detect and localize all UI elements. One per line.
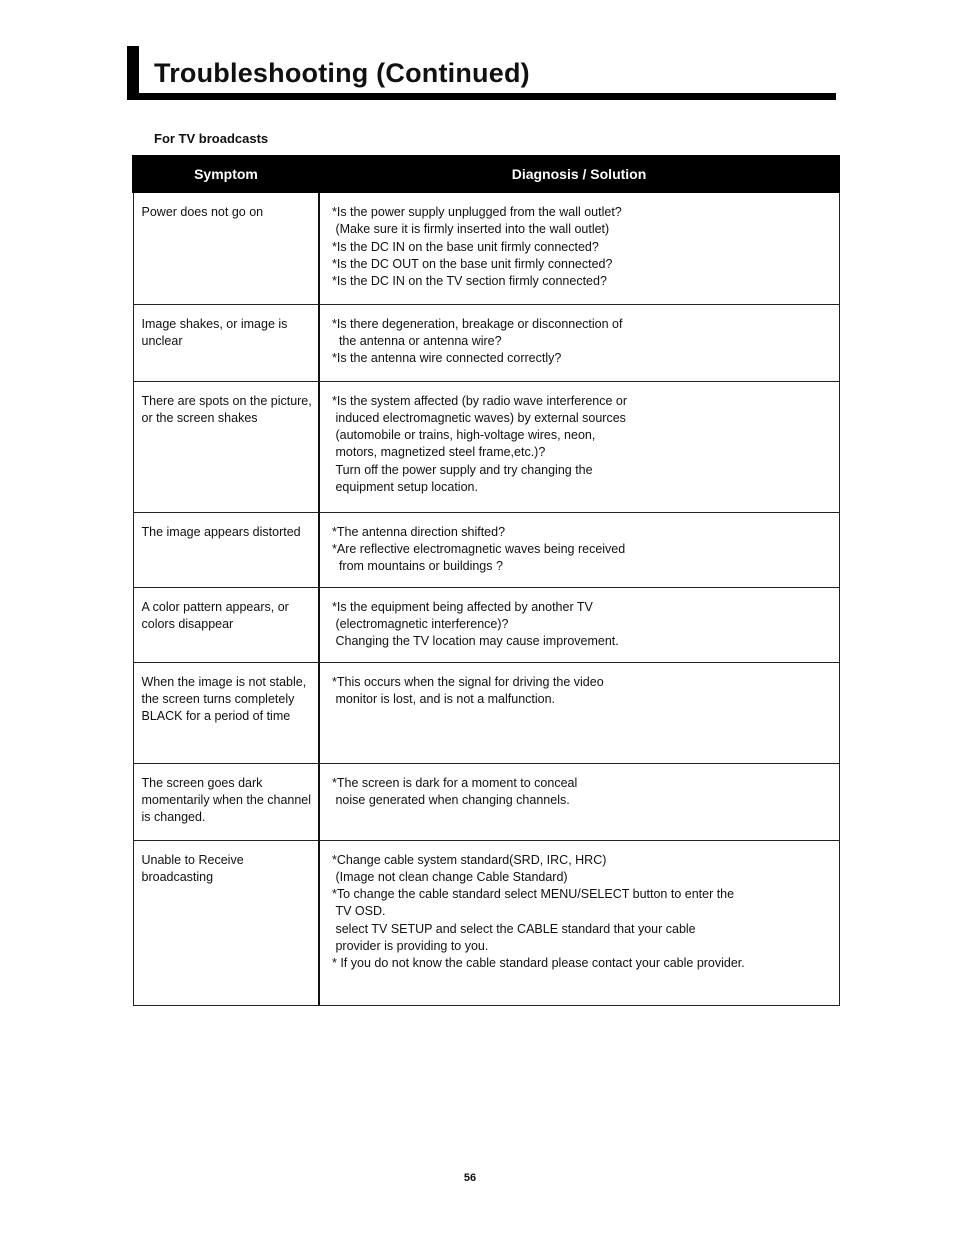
symptom-cell: The screen goes dark momentarily when the channel is changed.	[133, 763, 319, 840]
solution-line: *Is the antenna wire connected correctly?	[332, 351, 562, 366]
solution-line: induced electromagnetic waves) by external sources	[332, 410, 626, 425]
solution-line: Changing the TV location may cause improvement.	[332, 634, 619, 649]
solution-line: Turn off the power supply and try changing the	[332, 462, 593, 477]
page-title: Troubleshooting (Continued)	[154, 58, 530, 88]
solution-line: *The screen is dark for a moment to conceal	[332, 775, 578, 790]
solution-line: motors, magnetized steel frame,etc.)?	[332, 445, 546, 460]
symptom-cell: Unable to Receive broadcasting	[133, 840, 319, 1005]
solution-cell	[319, 512, 839, 587]
table-row	[133, 662, 839, 763]
solution-cell	[319, 381, 839, 512]
solution-line: *To change the cable standard select MENU/SELECT button to enter the	[332, 887, 735, 902]
troubleshooting-table	[132, 155, 840, 1006]
solution-line: *Is the power supply unplugged from the wall outlet?	[332, 205, 622, 219]
symptom-cell: There are spots on the picture, or the screen shakes	[133, 381, 319, 512]
solution-cell	[319, 587, 839, 662]
solution-cell	[319, 840, 839, 1005]
page-number: 56	[463, 1172, 477, 1184]
symptom-cell: A color pattern appears, or colors disappear	[133, 587, 319, 662]
table-row	[133, 192, 839, 304]
title-underline	[127, 93, 836, 100]
symptom-cell: The image appears distorted	[133, 512, 319, 587]
solution-line: (automobile or trains, high-voltage wires, neon,	[332, 428, 596, 443]
column-header-symptom: Symptom	[133, 156, 319, 192]
solution-cell	[319, 662, 839, 763]
table-row	[133, 763, 839, 840]
solution-cell	[319, 304, 839, 381]
symptom-cell: Image shakes, or image is unclear	[133, 304, 319, 381]
solution-line: *Is the equipment being affected by another TV	[332, 599, 593, 614]
table-row	[133, 381, 839, 512]
solution-line: *The antenna direction shifted?	[332, 524, 506, 539]
solution-line: select TV SETUP and select the CABLE standard that your cable	[332, 921, 696, 936]
solution-line: (Image not clean change Cable Standard)	[332, 869, 568, 884]
table-body	[133, 192, 839, 1005]
solution-line: (electromagnetic interference)?	[332, 616, 509, 631]
solution-line: *Is the DC IN on the base unit firmly connected?	[332, 239, 599, 254]
solution-line: monitor is lost, and is not a malfunction.	[332, 691, 556, 706]
solution-line: noise generated when changing channels.	[332, 792, 570, 807]
solution-line: (Make sure it is firmly inserted into the wall outlet)	[332, 222, 610, 237]
table-header-row	[133, 156, 839, 192]
title-accent-bar	[127, 46, 139, 100]
solution-line: provider is providing to you.	[332, 938, 489, 953]
solution-line: * If you do not know the cable standard please contact your cable provider.	[332, 956, 745, 971]
solution-line: *Change cable system standard(SRD, IRC, HRC)	[332, 852, 607, 867]
column-header-diagnosis: Diagnosis / Solution	[319, 156, 839, 192]
table-row	[133, 587, 839, 662]
solution-line: the antenna or antenna wire?	[332, 333, 502, 348]
symptom-cell: Power does not go on	[133, 192, 319, 304]
solution-line: *This occurs when the signal for driving the video	[332, 674, 604, 689]
solution-cell	[319, 763, 839, 840]
section-subtitle: For TV broadcasts	[154, 131, 269, 146]
solution-line: *Is there degeneration, breakage or disconnection of	[332, 316, 623, 331]
symptom-cell: When the image is not stable, the screen turns completely BLACK for a period of time	[133, 662, 319, 763]
solution-line: *Is the system affected (by radio wave interference or	[332, 393, 628, 408]
solution-line: *Is the DC IN on the TV section firmly connected?	[332, 274, 607, 289]
solution-line: from mountains or buildings ?	[332, 559, 503, 574]
table-row	[133, 512, 839, 587]
table-row	[133, 840, 839, 1005]
solution-line: *Is the DC OUT on the base unit firmly connected?	[332, 256, 613, 271]
solution-line: TV OSD.	[332, 904, 386, 919]
solution-line: *Are reflective electromagnetic waves being received	[332, 541, 626, 556]
solution-cell	[319, 192, 839, 304]
table-row	[133, 304, 839, 381]
solution-line: equipment setup location.	[332, 479, 478, 494]
